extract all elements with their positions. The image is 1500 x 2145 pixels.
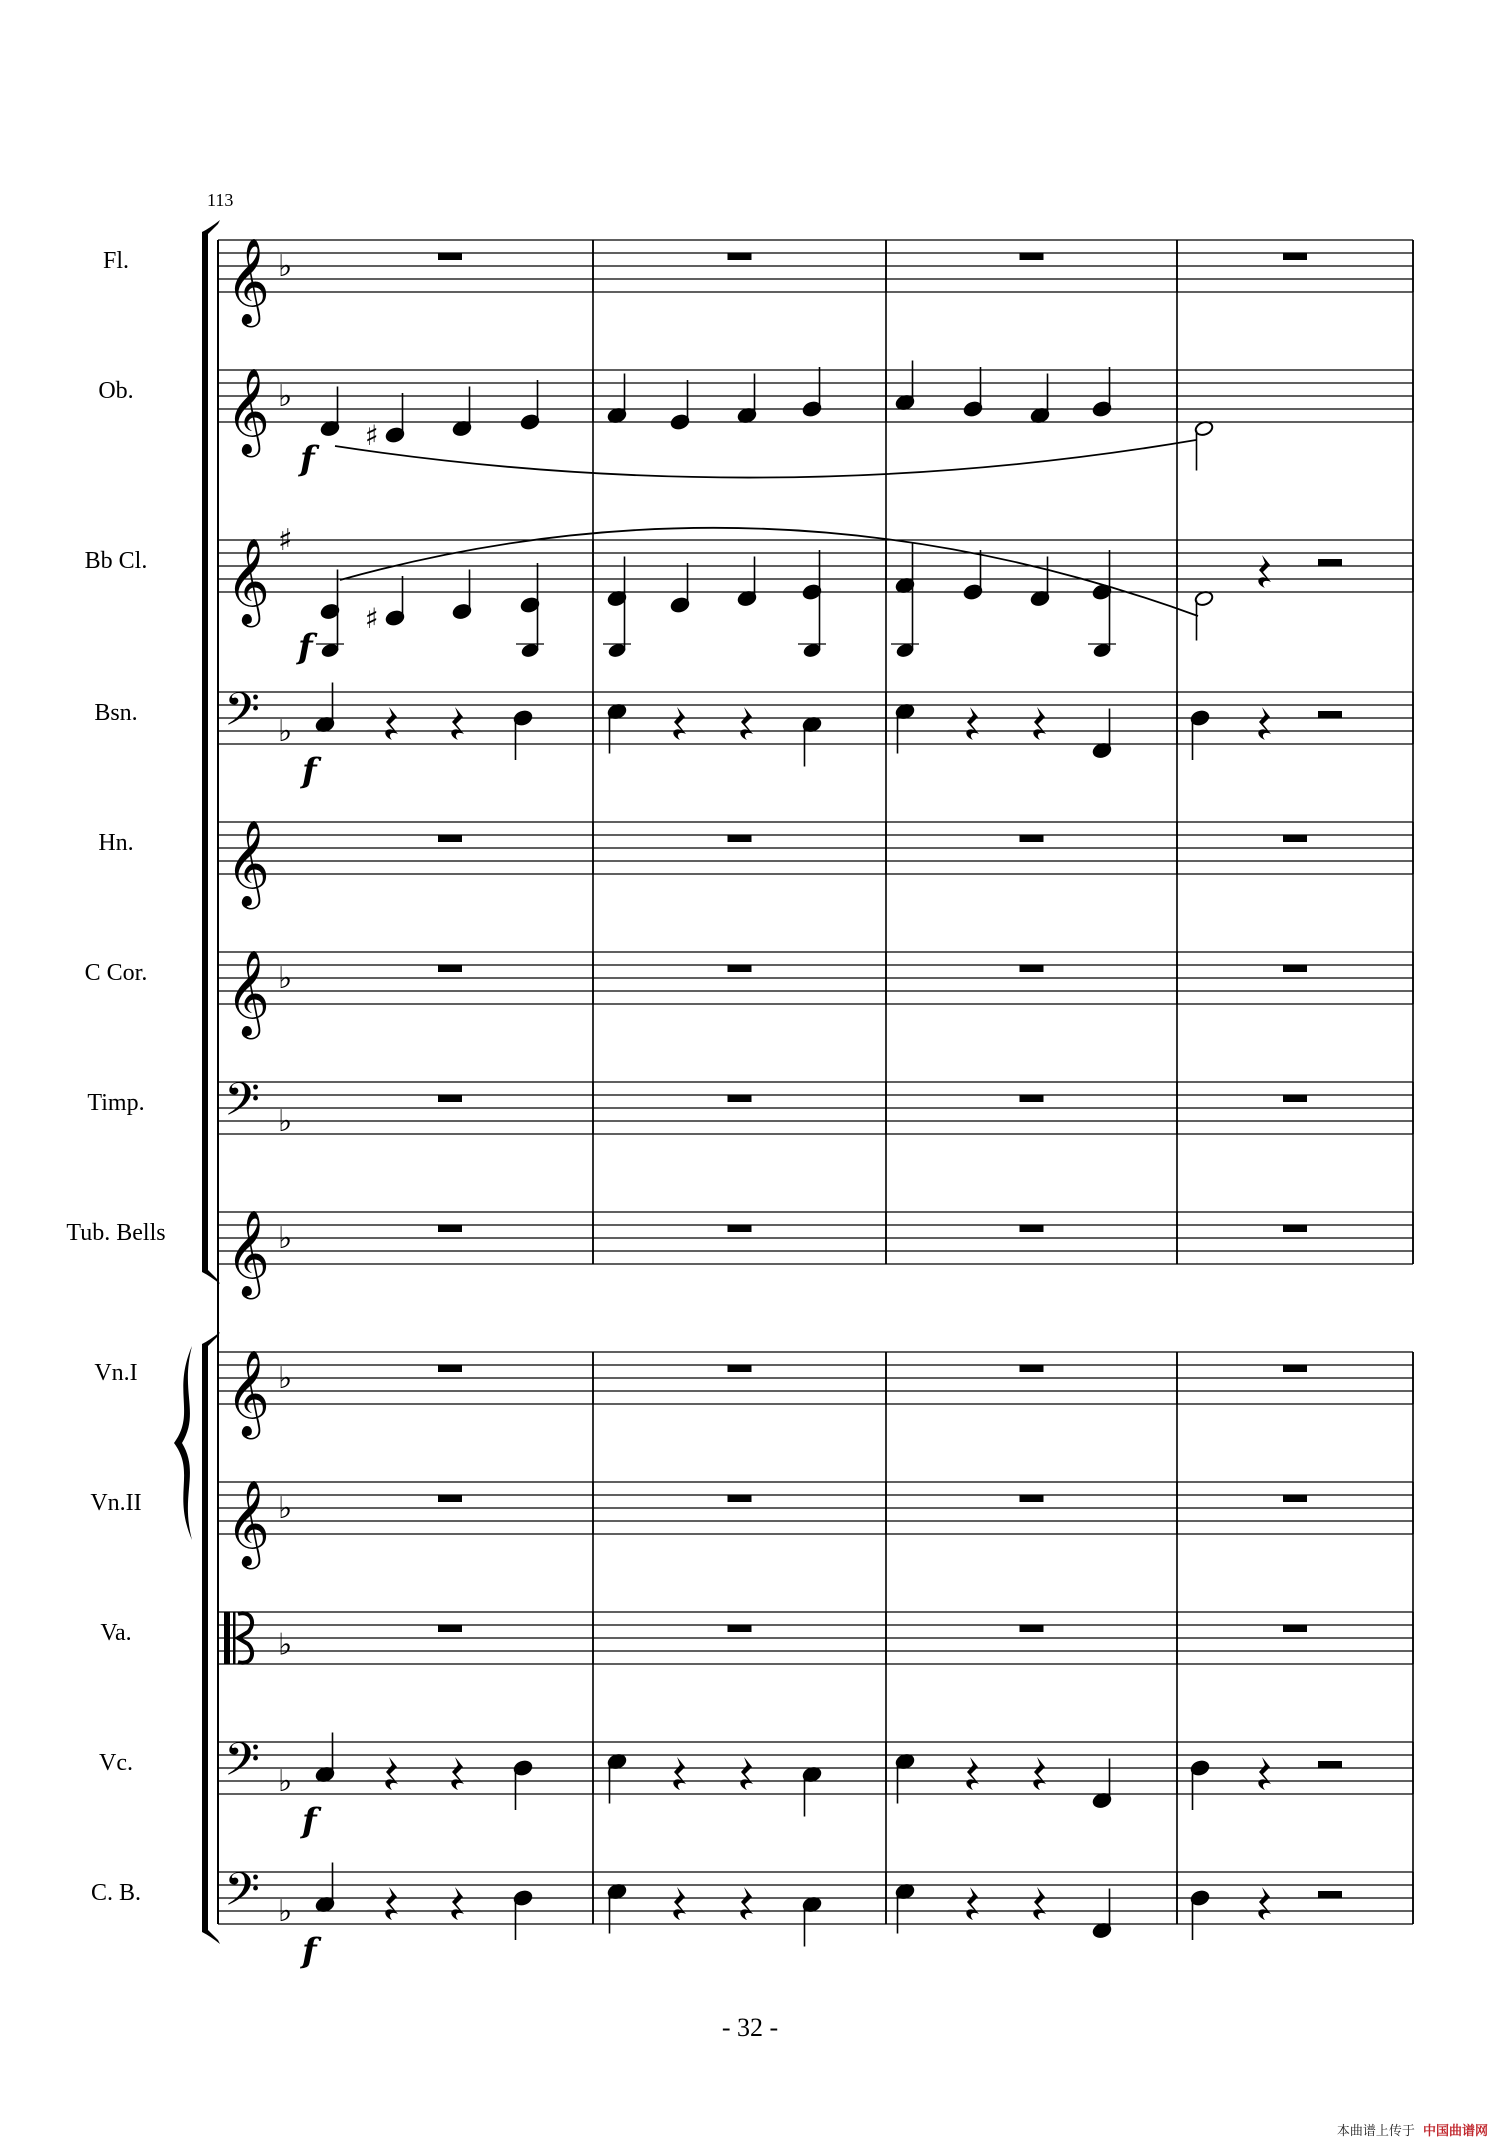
dynamic-forte: f xyxy=(302,1801,317,1841)
staff-3 xyxy=(218,683,1413,792)
quarter-rest xyxy=(740,707,753,740)
quarter-rest xyxy=(740,1757,753,1790)
treble-clef-icon: 𝄞 xyxy=(226,950,270,1036)
staff-8 xyxy=(218,1350,1413,1440)
whole-rest xyxy=(1020,253,1044,260)
accidental-sharp-icon: ♯ xyxy=(365,602,379,635)
whole-rest xyxy=(1283,1095,1307,1102)
dynamic-forte: f xyxy=(300,439,315,479)
bass-clef-icon: 𝄢 xyxy=(224,1073,261,1138)
staff-10 xyxy=(218,1612,1413,1664)
quarter-rest xyxy=(966,1757,979,1790)
staff-0 xyxy=(218,238,1413,328)
whole-rest xyxy=(1020,1095,1044,1102)
quarter-rest xyxy=(1258,707,1271,740)
bass-clef-icon: 𝄢 xyxy=(224,683,261,748)
whole-rest xyxy=(1020,1225,1044,1232)
quarter-rest xyxy=(966,1887,979,1920)
staff-12 xyxy=(218,1863,1413,1972)
quarter-rest xyxy=(1258,1757,1271,1790)
bass-clef-icon: 𝄢 xyxy=(224,1733,261,1798)
half-rest xyxy=(1318,1891,1342,1898)
whole-rest xyxy=(728,1495,752,1502)
whole-rest xyxy=(438,1495,462,1502)
instrument-label: C. B. xyxy=(90,1880,141,1906)
quarter-rest xyxy=(740,1887,753,1920)
key-flat-icon: ♭ xyxy=(278,1361,293,1396)
whole-rest xyxy=(728,1625,752,1632)
whole-rest xyxy=(1283,965,1307,972)
instrument-label: Bb Cl. xyxy=(84,548,148,574)
treble-clef-icon: 𝄞 xyxy=(226,820,270,906)
staff-4 xyxy=(218,820,1413,910)
whole-rest xyxy=(438,253,462,260)
quarter-rest xyxy=(1033,1757,1046,1790)
dynamic-forte: f xyxy=(302,1931,317,1971)
instrument-label: Hn. xyxy=(98,830,134,856)
upload-site-logo: 中国曲谱网 xyxy=(1422,2124,1488,2139)
instrument-label: Vn.I xyxy=(94,1360,138,1386)
whole-rest xyxy=(1020,965,1044,972)
accidental-sharp-icon: ♯ xyxy=(365,419,379,452)
key-flat-icon: ♭ xyxy=(278,1894,293,1929)
quarter-rest xyxy=(385,1757,398,1790)
instrument-label: C Cor. xyxy=(84,960,148,986)
quarter-rest xyxy=(1033,1887,1046,1920)
treble-clef-icon: 𝄞 xyxy=(226,538,270,624)
instrument-label: Vc. xyxy=(99,1750,133,1776)
key-flat-icon: ♭ xyxy=(278,1104,293,1139)
whole-rest xyxy=(728,835,752,842)
key-flat-icon: ♭ xyxy=(278,1627,293,1663)
instrument-label: Timp. xyxy=(87,1090,145,1116)
quarter-rest xyxy=(385,1887,398,1920)
key-flat-icon: ♭ xyxy=(278,1221,293,1256)
instrument-label: Fl. xyxy=(102,248,129,274)
quarter-rest xyxy=(1258,1887,1271,1920)
whole-rest xyxy=(438,1225,462,1232)
key-flat-icon: ♭ xyxy=(278,379,293,414)
whole-rest xyxy=(438,1095,462,1102)
dynamic-forte: f xyxy=(298,627,313,667)
quarter-rest xyxy=(385,707,398,740)
staff-5 xyxy=(218,950,1413,1040)
quarter-rest xyxy=(673,1757,686,1790)
half-rest xyxy=(1318,559,1342,566)
instrument-label: Vn.II xyxy=(90,1490,142,1516)
staff-2 xyxy=(218,523,1413,667)
whole-rest xyxy=(1020,1495,1044,1502)
staff-6 xyxy=(218,1073,1413,1139)
whole-rest xyxy=(728,1225,752,1232)
slur xyxy=(335,440,1196,478)
quarter-rest xyxy=(451,1757,464,1790)
whole-rest xyxy=(1283,1365,1307,1372)
string-bracket-bottom xyxy=(202,1930,220,1944)
whole-rest xyxy=(728,253,752,260)
key-sharp-icon: ♯ xyxy=(278,523,293,558)
key-flat-icon: ♭ xyxy=(278,961,293,996)
quarter-rest xyxy=(966,707,979,740)
whole-rest xyxy=(1283,835,1307,842)
half-rest xyxy=(1318,711,1342,718)
measure-number: 113 xyxy=(207,190,234,210)
quarter-rest xyxy=(1258,555,1271,588)
staff-7 xyxy=(218,1210,1413,1300)
staff-11 xyxy=(218,1733,1413,1842)
whole-rest xyxy=(728,1365,752,1372)
treble-clef-icon: 𝄞 xyxy=(226,1210,270,1296)
woodwind-bracket-top xyxy=(202,220,220,234)
whole-rest xyxy=(438,1625,462,1632)
quarter-rest xyxy=(673,707,686,740)
instrument-label: Tub. Bells xyxy=(66,1220,166,1246)
treble-clef-icon: 𝄞 xyxy=(226,238,270,324)
whole-rest xyxy=(438,835,462,842)
instrument-label: Ob. xyxy=(98,378,134,404)
upload-credit xyxy=(1337,2120,1488,2139)
page-number: - 32 - xyxy=(721,2013,779,2042)
staff-1 xyxy=(218,361,1413,480)
upload-credit-text: 本曲谱上传于 xyxy=(1336,2124,1415,2139)
key-flat-icon: ♭ xyxy=(278,1491,293,1526)
whole-rest xyxy=(1283,1225,1307,1232)
key-flat-icon: ♭ xyxy=(278,249,293,284)
treble-clef-icon: 𝄞 xyxy=(226,1480,270,1566)
key-flat-icon: ♭ xyxy=(278,714,293,749)
half-rest xyxy=(1318,1761,1342,1768)
quarter-rest xyxy=(1033,707,1046,740)
whole-rest xyxy=(438,965,462,972)
whole-rest xyxy=(1283,1625,1307,1632)
instrument-label: Va. xyxy=(100,1620,132,1646)
dynamic-forte: f xyxy=(302,751,317,791)
whole-rest xyxy=(1020,1365,1044,1372)
quarter-rest xyxy=(451,1887,464,1920)
quarter-rest xyxy=(673,1887,686,1920)
treble-clef-icon: 𝄞 xyxy=(226,368,270,454)
instrument-label: Bsn. xyxy=(94,700,138,726)
alto-clef-icon xyxy=(224,1612,230,1664)
key-flat-icon: ♭ xyxy=(278,1764,293,1799)
bass-clef-icon: 𝄢 xyxy=(224,1863,261,1928)
whole-rest xyxy=(1020,835,1044,842)
whole-rest xyxy=(1283,1495,1307,1502)
quarter-rest xyxy=(451,707,464,740)
whole-rest xyxy=(1283,253,1307,260)
treble-clef-icon: 𝄞 xyxy=(226,1350,270,1436)
whole-rest xyxy=(438,1365,462,1372)
whole-rest xyxy=(728,965,752,972)
whole-rest xyxy=(1020,1625,1044,1632)
staff-9 xyxy=(218,1480,1413,1570)
whole-rest xyxy=(728,1095,752,1102)
